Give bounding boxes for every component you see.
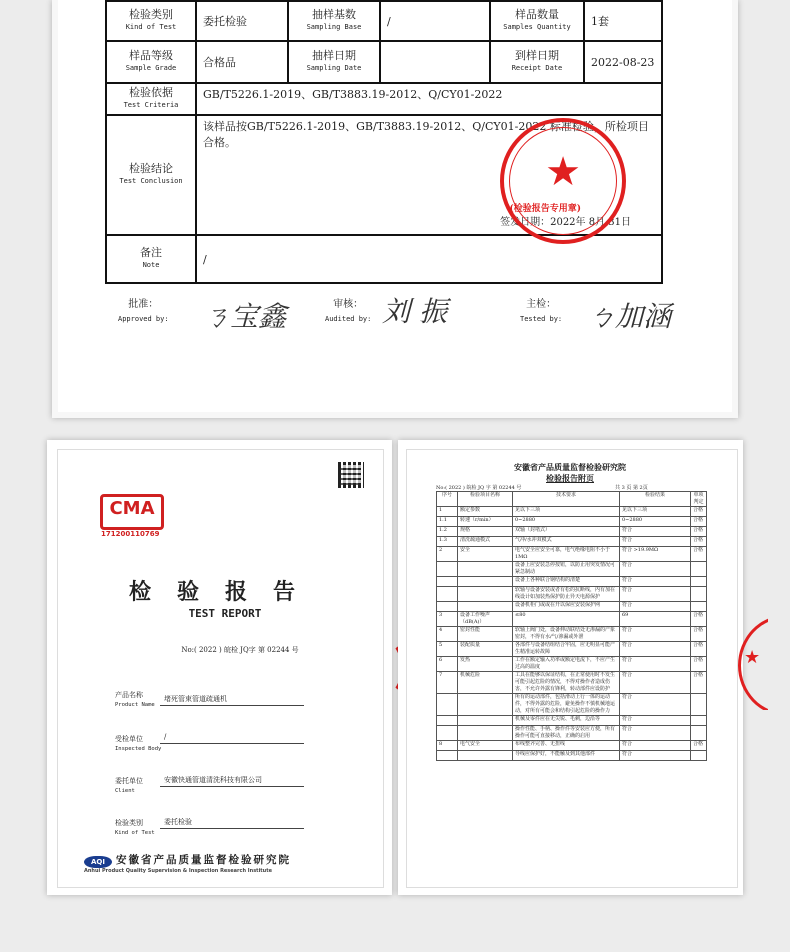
table-cell: 合格 <box>691 547 707 562</box>
field-label: 样品等级 <box>129 49 173 62</box>
table-row <box>437 694 707 716</box>
table-row <box>437 602 707 612</box>
inspection-seal-stamp <box>500 118 626 244</box>
table-cell <box>458 577 513 587</box>
table-cell <box>458 562 513 577</box>
field-value <box>380 41 490 83</box>
report-title-en: TEST REPORT <box>188 607 262 620</box>
table-cell: 合格 <box>691 672 707 694</box>
table-cell: 见以下三项 <box>620 507 691 517</box>
table-row <box>437 751 707 761</box>
table-row <box>437 507 707 517</box>
table-cell: 合格 <box>691 627 707 642</box>
table-cell: 电气安全应安全可靠，电气绝缘电阻不小于1MΩ <box>513 547 620 562</box>
table-cell: 3 <box>437 612 458 627</box>
institute-logo-icon: AQI <box>84 856 112 868</box>
table-cell: 设备上应安装急停按钮，以防止用突发情况可紧急制动 <box>513 562 620 577</box>
field-label: 抽样日期 <box>312 49 356 62</box>
tester-signature: ㄅ加涵 <box>585 300 679 333</box>
report-number: No:( 2022 ) 皖检 JQ字 第 02244 号 <box>181 646 299 654</box>
table-cell: 符合 <box>620 726 691 741</box>
table-cell <box>691 587 707 602</box>
table-cell: 1.3 <box>437 537 458 547</box>
table-row <box>106 1 662 41</box>
table-cell: 符合 <box>620 562 691 577</box>
attachment-subtitle: 检验报告附页 <box>546 473 594 483</box>
table-cell <box>691 602 707 612</box>
table-row <box>437 537 707 547</box>
table-cell: 7 <box>437 672 458 694</box>
cma-logo-icon: CMA <box>100 494 164 530</box>
table-cell: 双轴（封堵式） <box>513 527 620 537</box>
table-cell: 5 <box>437 642 458 657</box>
inspected-body-label: 受检单位 Inspected Body <box>115 735 162 752</box>
approver-signature: ㄋ宝鑫 <box>200 300 294 333</box>
field-label: 检验依据 <box>129 86 173 99</box>
table-cell: 符合 <box>620 627 691 642</box>
table-cell <box>458 726 513 741</box>
inspected-body-value: / <box>160 731 304 744</box>
table-cell <box>437 694 458 716</box>
table-cell: 气冲/水冲双模式 <box>513 537 620 547</box>
table-cell: 合格 <box>691 642 707 657</box>
table-cell <box>437 751 458 761</box>
table-cell: 操作性能、手柄、操作件等安装应方便，所有操作可能可直接移动，正确的启用 <box>513 726 620 741</box>
table-cell: 额定参数 <box>458 507 513 517</box>
note-value: / <box>196 235 662 283</box>
table-cell: 6 <box>437 657 458 672</box>
table-cell: 1.1 <box>437 517 458 527</box>
table-cell: 装配质量 <box>458 642 513 657</box>
table-cell: 合格 <box>691 537 707 547</box>
table-cell <box>437 577 458 587</box>
column-header: 序号 <box>437 492 458 507</box>
table-cell: 4 <box>437 627 458 642</box>
table-row <box>437 657 707 672</box>
table-row <box>437 517 707 527</box>
report-title: 检验报告 <box>128 580 321 605</box>
qr-code-icon <box>338 462 364 488</box>
table-cell <box>437 726 458 741</box>
table-cell: 设备机柜门或或在开以保应安装保护网 <box>513 602 620 612</box>
field-label: 检验类别 <box>129 8 173 21</box>
table-cell <box>458 716 513 726</box>
star-icon: ★ <box>545 148 581 195</box>
field-label-en: Sampling Date <box>306 64 362 72</box>
table-cell: 合格 <box>691 612 707 627</box>
field-label: 抽样基数 <box>312 8 356 21</box>
table-cell: 软轴上阀门处，设备伸动联结处无渗漏的产象密封，不得有水/气/渗漏或外泄 <box>513 627 620 642</box>
table-cell: 合格 <box>691 507 707 517</box>
table-cell: 见以下三项 <box>513 507 620 517</box>
field-value: 合格品 <box>196 41 288 83</box>
table-cell: 合格 <box>691 657 707 672</box>
table-cell: 导线应保护好，不能触及到其他部件 <box>513 751 620 761</box>
issue-date: 签发日期：2022年 8月 31日 <box>500 217 631 228</box>
table-cell <box>691 751 707 761</box>
kind-of-test-label: 检验类别 Kind of Test <box>115 819 155 836</box>
table-cell: 符合 <box>620 672 691 694</box>
tested-by-label: 主检： Tested by: <box>520 299 563 323</box>
table-row <box>437 627 707 642</box>
table-cell: 机械及零件应在无尖锐、毛刺，边沿等 <box>513 716 620 726</box>
audited-by-label: 审核： Audited by: <box>325 299 372 323</box>
column-header: 检验项目名称 <box>458 492 513 507</box>
field-value: 委托检验 <box>196 1 288 41</box>
field-label-en: Test Conclusion <box>119 177 183 185</box>
field-label-en: Note <box>142 261 160 269</box>
table-cell: 各部件与设备结组结合牢固，应无明显可能产生精准运转故障 <box>513 642 620 657</box>
table-cell: 工作在额定输入功率或额定电流下，不应产生过高的温度 <box>513 657 620 672</box>
approved-by-label: 批准： Approved by: <box>118 299 169 323</box>
table-cell: 符合 <box>620 602 691 612</box>
table-header-row <box>437 492 707 507</box>
table-cell: ≤80 <box>513 612 620 627</box>
table-cell: 0~2880 <box>513 517 620 527</box>
table-row <box>437 642 707 657</box>
seal-caption: (检验报告专用章) <box>509 204 581 214</box>
field-label: 备注 <box>140 246 162 259</box>
table-cell: 所有的运动部件，包括滑动上行一体的运动件，不得外露的危险，避免操作不慎机械地运动，对所有可能会和结构引起危险的操作力 <box>513 694 620 716</box>
attachment-page-number: 共 3 页 第 2页 <box>615 485 648 491</box>
institute-name: 安徽省产品质量监督检验研究院 <box>116 854 291 866</box>
table-cell <box>691 562 707 577</box>
edge-seal-fragment <box>738 615 768 710</box>
table-cell: 8 <box>437 741 458 751</box>
table-cell: 符合 <box>620 527 691 537</box>
table-row <box>437 612 707 627</box>
table-row <box>106 41 662 83</box>
kind-of-test-value: 委托检验 <box>160 816 304 829</box>
table-cell <box>437 562 458 577</box>
table-cell: 合格 <box>691 517 707 527</box>
table-cell: 转速（r/min） <box>458 517 513 527</box>
table-cell: 符合 <box>620 694 691 716</box>
table-cell: 机械危险 <box>458 672 513 694</box>
table-cell: 发热 <box>458 657 513 672</box>
table-cell <box>691 716 707 726</box>
attachment-header <box>460 462 680 484</box>
table-cell <box>437 587 458 602</box>
table-row <box>437 741 707 751</box>
table-cell: 密封性能 <box>458 627 513 642</box>
attachment-report-number: No:( 2022 ) 皖检 JQ 字 第 02244 号 <box>436 485 522 491</box>
table-cell <box>437 716 458 726</box>
auditor-signature: 刘 振 <box>380 295 454 328</box>
attachment-results-table <box>436 491 707 761</box>
field-value: / <box>380 1 490 41</box>
attachment-table-body <box>437 507 707 761</box>
field-label: 样品数量 <box>515 8 559 21</box>
table-cell <box>691 577 707 587</box>
table-cell <box>691 726 707 741</box>
table-cell: 规格 <box>458 527 513 537</box>
table-cell <box>458 751 513 761</box>
table-cell: 符合 <box>620 657 691 672</box>
table-cell: 合格 <box>691 527 707 537</box>
table-cell: 设备工作噪声（dB(A)） <box>458 612 513 627</box>
column-header: 检验结果 <box>620 492 691 507</box>
table-row <box>437 587 707 602</box>
table-cell: 符合 <box>620 642 691 657</box>
institute-name-en: Anhui Product Quality Supervision & Inspection Research Institute <box>84 868 273 874</box>
table-cell: 设备上各种联合钢结构的清楚 <box>513 577 620 587</box>
cma-number: 171200110769 <box>101 530 160 538</box>
field-label-en: Sampling Base <box>306 23 362 31</box>
table-cell: 工具在能够以保证结构，在正常使用时不发生可能引起危险的情况，不得对操作者造成伤害，不允许外露有锋利，转动部件应设防护 <box>513 672 620 694</box>
table-cell: 软轴与设备安装或者有松的抗断线，内有加在线设计如加装热保护防止异天电源保护 <box>513 587 620 602</box>
field-label-en: Samples Quantity <box>503 23 571 31</box>
table-cell: 1 <box>437 507 458 517</box>
table-cell: 符合 >19.9MΩ <box>620 547 691 562</box>
table-cell <box>458 694 513 716</box>
table-row <box>437 726 707 741</box>
table-cell: 69 <box>620 612 691 627</box>
star-icon: ★ <box>744 647 761 668</box>
field-label-en: Test Criteria <box>123 101 179 109</box>
client-label: 委托单位 Client <box>115 777 143 794</box>
table-cell <box>691 694 707 716</box>
field-label-en: Kind of Test <box>125 23 177 31</box>
product-name-label: 产品名称 Product Name <box>115 691 155 708</box>
table-cell: 符合 <box>620 716 691 726</box>
table-row <box>437 672 707 694</box>
field-label-en: Sample Grade <box>125 64 177 72</box>
table-cell: 布线整齐完善、无扭线 <box>513 741 620 751</box>
table-row <box>437 562 707 577</box>
field-value: 2022-08-23 <box>584 41 662 83</box>
conclusion-text: 该样品按GB/T5226.1-2019、GB/T3883.19-2012、Q/CY01-2022 标准检验，所检项目合格。 <box>203 120 649 149</box>
table-row <box>437 577 707 587</box>
table-row <box>106 83 662 115</box>
table-row <box>106 235 662 283</box>
table-cell: 2 <box>437 547 458 562</box>
client-value: 安徽快通管道清洗科技有限公司 <box>160 774 304 787</box>
table-cell: 0~2880 <box>620 517 691 527</box>
column-header: 单项判定 <box>691 492 707 507</box>
table-cell <box>437 602 458 612</box>
table-cell: 安全 <box>458 547 513 562</box>
table-cell: 清洗疏通模式 <box>458 537 513 547</box>
table-cell: 合格 <box>691 741 707 751</box>
table-cell: 符合 <box>620 587 691 602</box>
table-row <box>437 547 707 562</box>
field-value: 1套 <box>584 1 662 41</box>
table-cell: 1.2 <box>437 527 458 537</box>
attachment-institute: 安徽省产品质量监督检验研究院 <box>514 462 626 472</box>
seal-inner-ring <box>509 127 617 235</box>
table-cell: 电气安全 <box>458 741 513 751</box>
product-name-value: 堵死管束管道疏通机 <box>160 693 304 706</box>
criteria-value: GB/T5226.1-2019、GB/T3883.19-2012、Q/CY01-2022 <box>196 83 662 115</box>
table-cell: 符合 <box>620 537 691 547</box>
table-row <box>437 527 707 537</box>
table-cell <box>458 587 513 602</box>
table-cell: 符合 <box>620 751 691 761</box>
field-label: 到样日期 <box>515 49 559 62</box>
field-label-en: Receipt Date <box>511 64 563 72</box>
field-label: 检验结论 <box>129 162 173 175</box>
column-header: 技术要求 <box>513 492 620 507</box>
table-row <box>437 716 707 726</box>
table-cell: 符合 <box>620 577 691 587</box>
table-cell <box>458 602 513 612</box>
table-cell: 符合 <box>620 741 691 751</box>
